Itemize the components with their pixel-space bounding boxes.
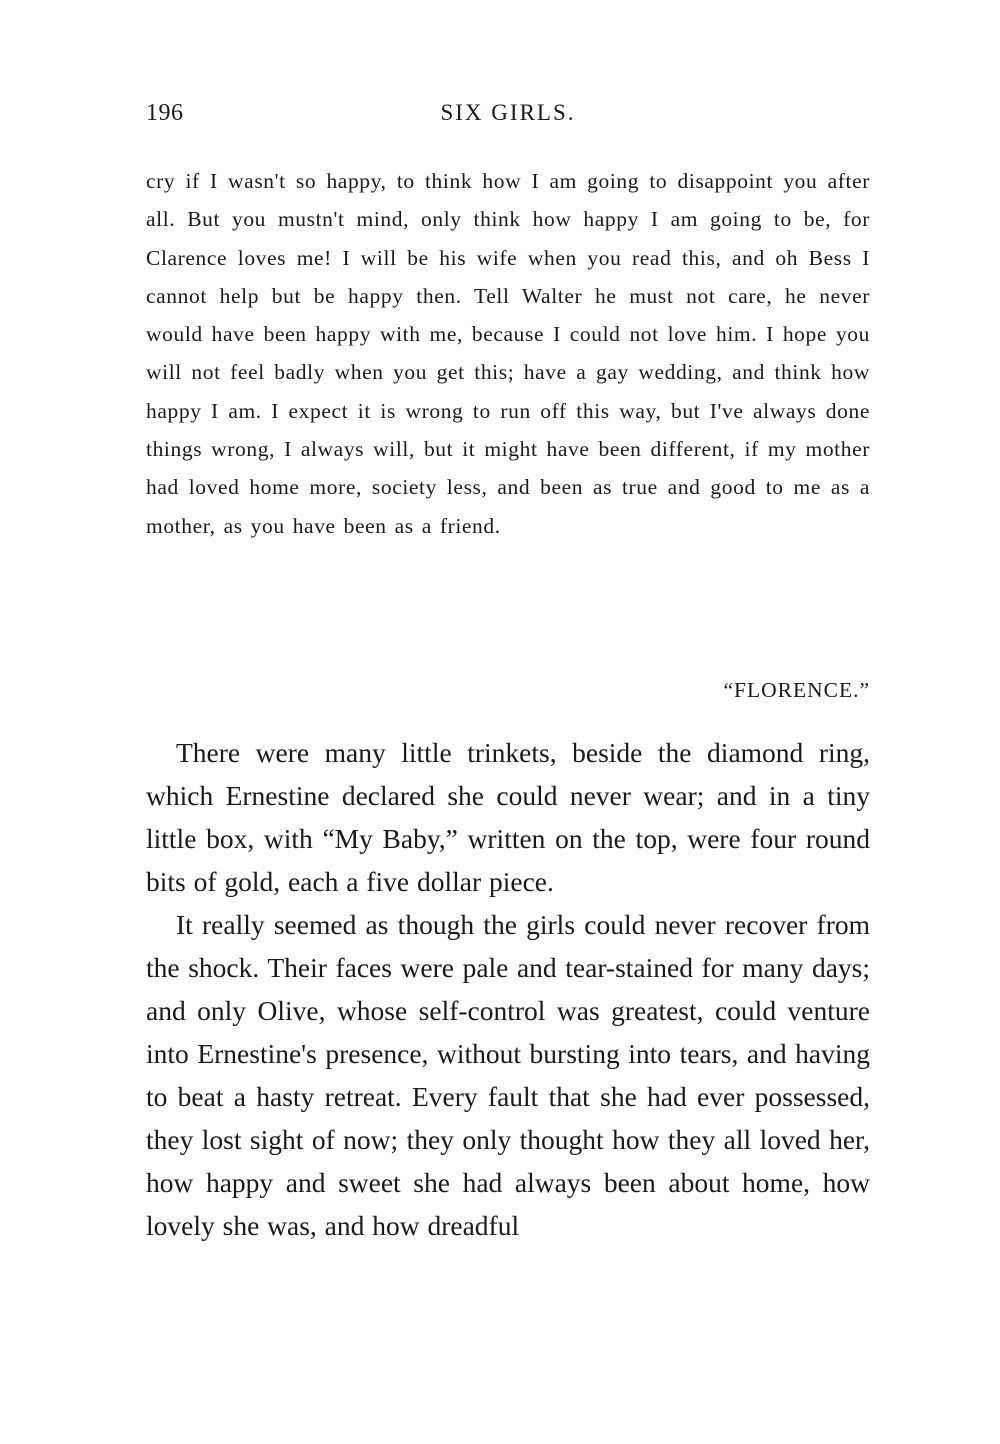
letter-paragraph: cry if I wasn't so happy, to think how I am going to disappoint you after all. But you mustn't mind, only think how happy I am going to be, for Clarence loves me! I will be his wife when you read this, and oh Bess I cannot help but be happy then. Tell Walter he must not care, he never would have been happy with me, because I could not love him. I hope you will not feel badly when you get this; have a gay wedding, and think how happy I am. I expect it is wrong to run off this way, but I've always done things wrong, I always will, but it might have been different, if my mother had loved home more, society less, and been as true and good to me as a mother, as you have been as a friend.: [146, 169, 870, 538]
letter-signature: “FLORENCE.”: [723, 678, 870, 702]
page-header: [146, 100, 870, 134]
narrative-text: [146, 731, 870, 1247]
narrative-paragraph-2: It really seemed as though the girls could never recover from the shock. Their faces were pale and tear-stained for many days; and only Olive, whose self-control was greatest, could venture into Ernestine's presence, without bursting into tears, and having to beat a hasty retreat. Every fault that she had ever possessed, they lost sight of now; they only thought how they all loved her, how happy and sweet she had always been about home, how lovely she was, and how dreadful: [146, 909, 870, 1241]
running-title: SIX GIRLS.: [440, 100, 576, 125]
narrative-paragraph-1: There were many little trinkets, beside the diamond ring, which Ernestine declared she could never wear; and in a tiny little box, with “My Baby,” written on the top, were four round bits of gold, each a five dollar piece.: [146, 737, 870, 897]
page-number: 196: [146, 100, 184, 126]
letter-text: [146, 162, 870, 545]
